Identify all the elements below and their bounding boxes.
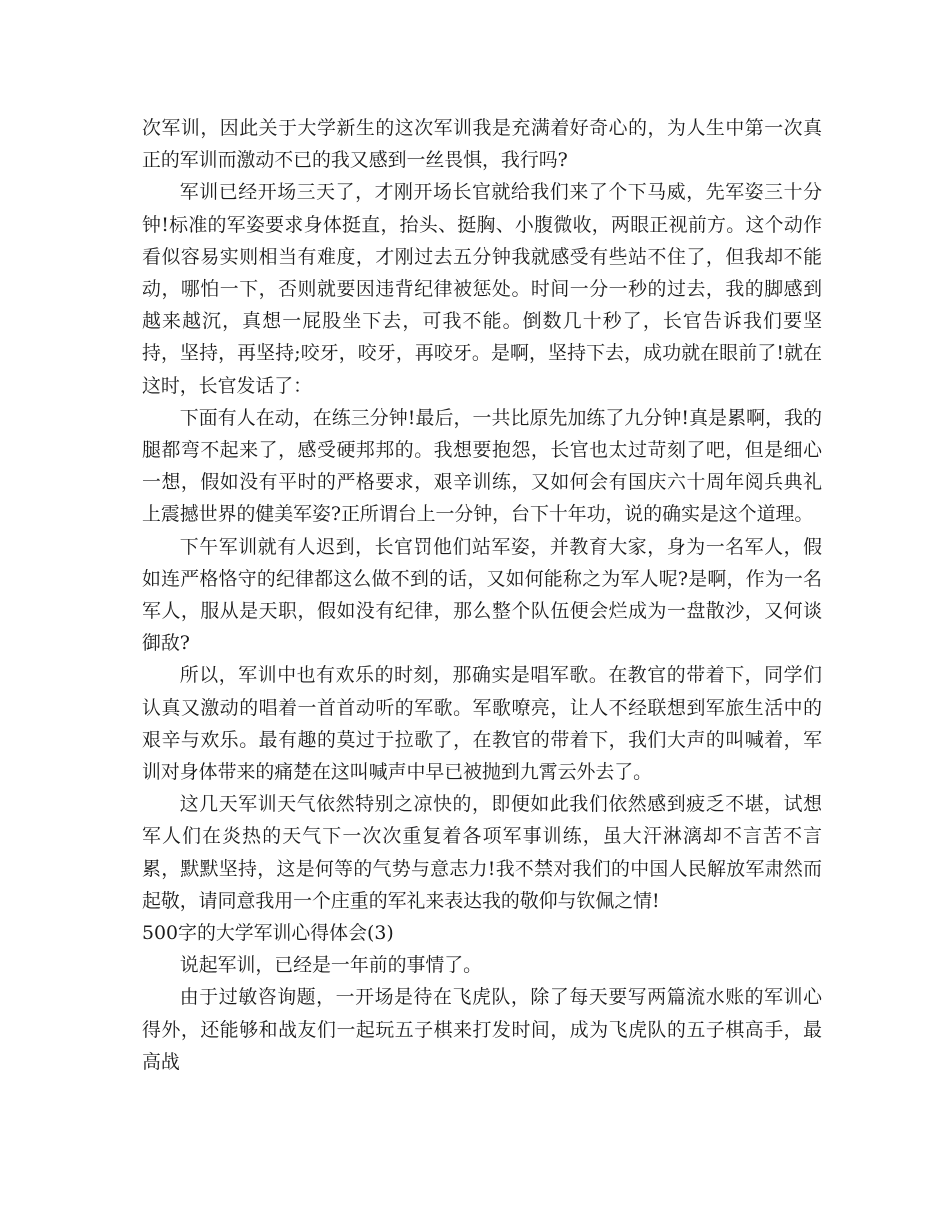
document-page [142,112,822,1073]
body-paragraph: 所以，军训中也有欢乐的时刻，那确实是唱军歌。在教官的带着下，同学们认真又激动的唱着一首首动听的军歌。军歌嘹亮，让人不经联想到军旅生活中的艰辛与欢乐。最有趣的莫过于拉歌了，在教官的带着下，我们大声的叫喊着，军训对身体带来的痛楚在这叫喊声中早已被抛到九霄云外去了。 [142,664,822,784]
section-heading: 500字的大学军训心得体会(3) [142,922,394,945]
body-paragraph: 次军训，因此关于大学新生的这次军训我是充满着好奇心的，为人生中第一次真正的军训而激动不已的我又感到一丝畏惧，我行吗? [142,117,822,172]
body-paragraph: 下面有人在动，在练三分钟!最后，一共比原先加练了九分钟!真是累啊，我的腿都弯不起来了，感受硬邦邦的。我想要抱怨，长官也太过苛刻了吧，但是细心一想，假如没有平时的严格要求，艰辛训练，又如何会有国庆六十周年阅兵典礼上震撼世界的健美军姿?正所谓台上一分钟，台下十年功，说的确实是这个道理。 [142,406,822,526]
body-paragraph: 由于过敏咨询题，一开场是待在飞虎队，除了每天要写两篇流水账的军训心得外，还能够和战友们一起玩五子棋来打发时间，成为飞虎队的五子棋高手，最高战 [142,986,822,1073]
body-paragraph: 军训已经开场三天了，才刚开场长官就给我们来了个下马威，先军姿三十分钟!标准的军姿要求身体挺直，抬头、挺胸、小腹微收，两眼正视前方。这个动作看似容易实则相当有难度，才刚过去五分钟我就感受有些站不住了，但我却不能动，哪怕一下，否则就要因违背纪律被惩处。时间一分一秒的过去，我的脚感到越来越沉，真想一屁股坐下去，可我不能。倒数几十秒了，长官告诉我们要坚持，坚持，再坚持;咬牙，咬牙，再咬牙。是啊，坚持下去，成功就在眼前了!就在这时，长官发话了： [142,181,822,397]
body-paragraph: 说起军训，已经是一年前的事情了。 [179,954,483,977]
body-paragraph: 这几天军训天气依然特别之凉快的，即便如此我们依然感到疲乏不堪，试想军人们在炎热的天气下一次次重复着各项军事训练，虽大汗淋漓却不言苦不言累，默默坚持，这是何等的气势与意志力!我不禁对我们的中国人民解放军肃然而起敬，请同意我用一个庄重的军礼来表达我的敬仰与钦佩之情! [142,793,822,912]
body-paragraph: 下午军训就有人迟到，长官罚他们站军姿，并教育大家，身为一名军人，假如连严格恪守的纪律都这么做不到的话，又如何能称之为军人呢?是啊，作为一名军人，服从是天职，假如没有纪律，那么整个队伍便会烂成为一盘散沙，又何谈御敌? [142,535,822,655]
